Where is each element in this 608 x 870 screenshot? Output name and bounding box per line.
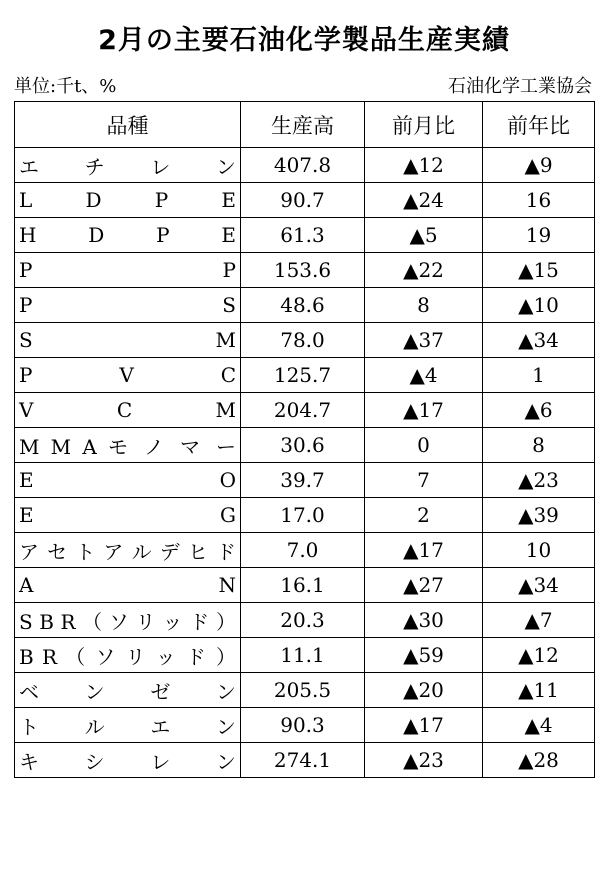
table-row bbox=[15, 148, 595, 183]
table-row bbox=[15, 323, 595, 358]
yoy-change-cell: 10 bbox=[483, 533, 595, 568]
table-row bbox=[15, 358, 595, 393]
production-cell: 90.3 bbox=[241, 708, 365, 743]
mom-change-cell: 7 bbox=[365, 463, 483, 498]
product-name-cell: P V C bbox=[15, 358, 241, 393]
product-name-cell: キ シ レ ン bbox=[15, 743, 241, 778]
table-row bbox=[15, 673, 595, 708]
yoy-change-cell: ▲15 bbox=[483, 253, 595, 288]
table-row bbox=[15, 743, 595, 778]
product-name-cell: ベ ン ゼ ン bbox=[15, 673, 241, 708]
production-cell: 407.8 bbox=[241, 148, 365, 183]
product-name-cell: P P bbox=[15, 253, 241, 288]
table-row bbox=[15, 638, 595, 673]
product-name-cell: V C M bbox=[15, 393, 241, 428]
table-row bbox=[15, 393, 595, 428]
mom-change-cell: ▲12 bbox=[365, 148, 483, 183]
yoy-change-cell: 1 bbox=[483, 358, 595, 393]
mom-change-cell: ▲17 bbox=[365, 708, 483, 743]
production-cell: 30.6 bbox=[241, 428, 365, 463]
product-name-cell: L D P E bbox=[15, 183, 241, 218]
mom-change-cell: ▲4 bbox=[365, 358, 483, 393]
production-cell: 11.1 bbox=[241, 638, 365, 673]
mom-change-cell: ▲37 bbox=[365, 323, 483, 358]
product-name-cell: エ チ レ ン bbox=[15, 148, 241, 183]
yoy-change-cell: ▲4 bbox=[483, 708, 595, 743]
yoy-change-cell: ▲12 bbox=[483, 638, 595, 673]
table-row bbox=[15, 463, 595, 498]
production-cell: 48.6 bbox=[241, 288, 365, 323]
yoy-change-cell: 19 bbox=[483, 218, 595, 253]
product-name-cell: S M bbox=[15, 323, 241, 358]
yoy-change-cell: ▲7 bbox=[483, 603, 595, 638]
production-cell: 16.1 bbox=[241, 568, 365, 603]
yoy-change-cell: ▲9 bbox=[483, 148, 595, 183]
yoy-change-cell: ▲10 bbox=[483, 288, 595, 323]
table-row bbox=[15, 708, 595, 743]
product-name-cell: P S bbox=[15, 288, 241, 323]
product-name-cell: B R （ ソ リ ッ ド ） bbox=[15, 638, 241, 673]
product-name-cell: E O bbox=[15, 463, 241, 498]
production-cell: 20.3 bbox=[241, 603, 365, 638]
production-cell: 61.3 bbox=[241, 218, 365, 253]
mom-change-cell: 8 bbox=[365, 288, 483, 323]
table-row bbox=[15, 498, 595, 533]
production-cell: 90.7 bbox=[241, 183, 365, 218]
production-cell: 17.0 bbox=[241, 498, 365, 533]
product-name-cell: ト ル エ ン bbox=[15, 708, 241, 743]
production-cell: 39.7 bbox=[241, 463, 365, 498]
table-row bbox=[15, 218, 595, 253]
header-yoy: 前年比 bbox=[483, 102, 595, 148]
yoy-change-cell: ▲39 bbox=[483, 498, 595, 533]
mom-change-cell: ▲17 bbox=[365, 393, 483, 428]
yoy-change-cell: ▲28 bbox=[483, 743, 595, 778]
product-name-cell: S B R （ ソ リ ッ ド ） bbox=[15, 603, 241, 638]
yoy-change-cell: ▲34 bbox=[483, 568, 595, 603]
header-production: 生産高 bbox=[241, 102, 365, 148]
unit-label: 単位:千t、% bbox=[14, 76, 117, 97]
yoy-change-cell: ▲34 bbox=[483, 323, 595, 358]
product-name-cell: H D P E bbox=[15, 218, 241, 253]
table-row bbox=[15, 603, 595, 638]
production-table bbox=[14, 101, 595, 778]
yoy-change-cell: ▲11 bbox=[483, 673, 595, 708]
header-row bbox=[15, 102, 595, 148]
mom-change-cell: ▲24 bbox=[365, 183, 483, 218]
production-cell: 204.7 bbox=[241, 393, 365, 428]
table-row bbox=[15, 568, 595, 603]
yoy-change-cell: 8 bbox=[483, 428, 595, 463]
yoy-change-cell: ▲23 bbox=[483, 463, 595, 498]
mom-change-cell: 0 bbox=[365, 428, 483, 463]
mom-change-cell: ▲20 bbox=[365, 673, 483, 708]
product-name-cell: ア セ ト ア ル デ ヒ ド bbox=[15, 533, 241, 568]
product-name-cell: E G bbox=[15, 498, 241, 533]
production-cell: 205.5 bbox=[241, 673, 365, 708]
table-row bbox=[15, 533, 595, 568]
mom-change-cell: ▲5 bbox=[365, 218, 483, 253]
production-cell: 153.6 bbox=[241, 253, 365, 288]
mom-change-cell: ▲17 bbox=[365, 533, 483, 568]
product-name-cell: M M A モ ノ マ ー bbox=[15, 428, 241, 463]
yoy-change-cell: 16 bbox=[483, 183, 595, 218]
production-cell: 78.0 bbox=[241, 323, 365, 358]
mom-change-cell: ▲22 bbox=[365, 253, 483, 288]
mom-change-cell: ▲59 bbox=[365, 638, 483, 673]
production-cell: 7.0 bbox=[241, 533, 365, 568]
header-mom: 前月比 bbox=[365, 102, 483, 148]
production-cell: 125.7 bbox=[241, 358, 365, 393]
header-product: 品種 bbox=[15, 102, 241, 148]
table-row bbox=[15, 183, 595, 218]
production-cell: 274.1 bbox=[241, 743, 365, 778]
table-body bbox=[15, 148, 595, 778]
table-row bbox=[15, 253, 595, 288]
mom-change-cell: ▲30 bbox=[365, 603, 483, 638]
mom-change-cell: 2 bbox=[365, 498, 483, 533]
page-title: 2月の主要石油化学製品生産実績 bbox=[98, 25, 510, 56]
product-name-cell: A N bbox=[15, 568, 241, 603]
yoy-change-cell: ▲6 bbox=[483, 393, 595, 428]
table-row bbox=[15, 288, 595, 323]
source-label: 石油化学工業協会 bbox=[448, 76, 592, 97]
mom-change-cell: ▲27 bbox=[365, 568, 483, 603]
mom-change-cell: ▲23 bbox=[365, 743, 483, 778]
table-row bbox=[15, 428, 595, 463]
